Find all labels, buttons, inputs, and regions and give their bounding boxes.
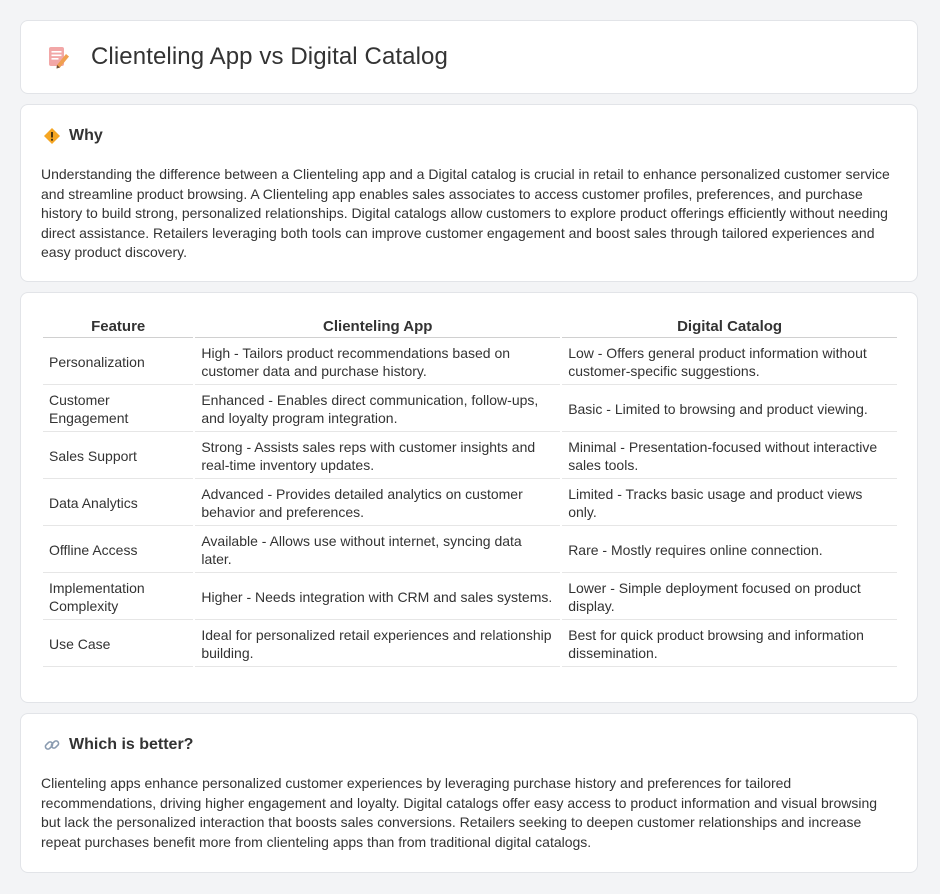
why-header (43, 127, 103, 145)
table-header-row (43, 315, 897, 338)
clienteling-cell: Ideal for personalized retail experiences and relationship building. (195, 622, 560, 667)
why-heading: Why (69, 127, 103, 144)
clienteling-cell: Advanced - Provides detailed analytics on customer behavior and preferences. (195, 481, 560, 526)
title-row (45, 43, 448, 71)
page-title: Clienteling App vs Digital Catalog (91, 43, 448, 70)
clienteling-cell: High - Tailors product recommendations based on customer data and purchase history. (195, 340, 560, 385)
feature-cell: Data Analytics (43, 481, 193, 526)
which-better-card (20, 713, 918, 873)
catalog-cell: Limited - Tracks basic usage and product views only. (562, 481, 897, 526)
comparison-card (20, 292, 918, 703)
header-clienteling-app: Clienteling App (195, 315, 560, 338)
feature-cell: Use Case (43, 622, 193, 667)
feature-cell: Offline Access (43, 528, 193, 573)
feature-cell: Personalization (43, 340, 193, 385)
clienteling-cell: Available - Allows use without internet, syncing data later. (195, 528, 560, 573)
clienteling-cell: Strong - Assists sales reps with customer insights and real-time inventory updates. (195, 434, 560, 479)
feature-cell: Sales Support (43, 434, 193, 479)
catalog-cell: Best for quick product browsing and information dissemination. (562, 622, 897, 667)
document-pencil-icon (45, 44, 71, 70)
header-digital-catalog: Digital Catalog (562, 315, 897, 338)
feature-cell: Customer Engagement (43, 387, 193, 432)
catalog-cell: Low - Offers general product information without customer-specific suggestions. (562, 340, 897, 385)
why-text: Understanding the difference between a Clienteling app and a Digital catalog is crucial in retail to enhance personalized customer service and streamline product browsing. A Clienteling app enables sales associates to access customer profiles, preferences, and purchase history to build strong, personalized relationships. Digital catalogs allow customers to explore product offerings efficiently without needing direct assistance. Retailers leveraging both tools can improve customer engagement and boost sales through tailored experiences and easy product discovery. (41, 166, 890, 261)
link-icon (43, 736, 61, 754)
why-card (20, 104, 918, 282)
catalog-cell: Lower - Simple deployment focused on product display. (562, 575, 897, 620)
catalog-cell: Rare - Mostly requires online connection. (562, 528, 897, 573)
better-header (43, 736, 193, 754)
catalog-cell: Minimal - Presentation-focused without interactive sales tools. (562, 434, 897, 479)
better-heading: Which is better? (69, 736, 194, 753)
catalog-cell: Basic - Limited to browsing and product viewing. (562, 387, 897, 432)
comparison-table (41, 313, 899, 669)
table-row (43, 434, 897, 479)
table-row (43, 481, 897, 526)
clienteling-cell: Enhanced - Enables direct communication, follow-ups, and loyalty program integration. (195, 387, 560, 432)
title-card (20, 20, 918, 94)
better-text: Clienteling apps enhance personalized customer experiences by leveraging purchase history and preferences for tailored recommendations, driving higher engagement and loyalty. Digital catalogs offer easy access to product information and visual browsing but lack the personalized interaction that boosts sales conversions. Retailers seeking to deepen customer relationships and increase repeat purchases benefit more from clienteling apps than from traditional digital catalogs. (41, 775, 878, 850)
table-row (43, 340, 897, 385)
clienteling-cell: Higher - Needs integration with CRM and sales systems. (195, 575, 560, 620)
feature-cell: Implementation Complexity (43, 575, 193, 620)
table-row (43, 575, 897, 620)
table-row (43, 622, 897, 667)
warning-sign-icon (43, 127, 61, 145)
table-row (43, 528, 897, 573)
table-row (43, 387, 897, 432)
header-feature: Feature (43, 315, 193, 338)
